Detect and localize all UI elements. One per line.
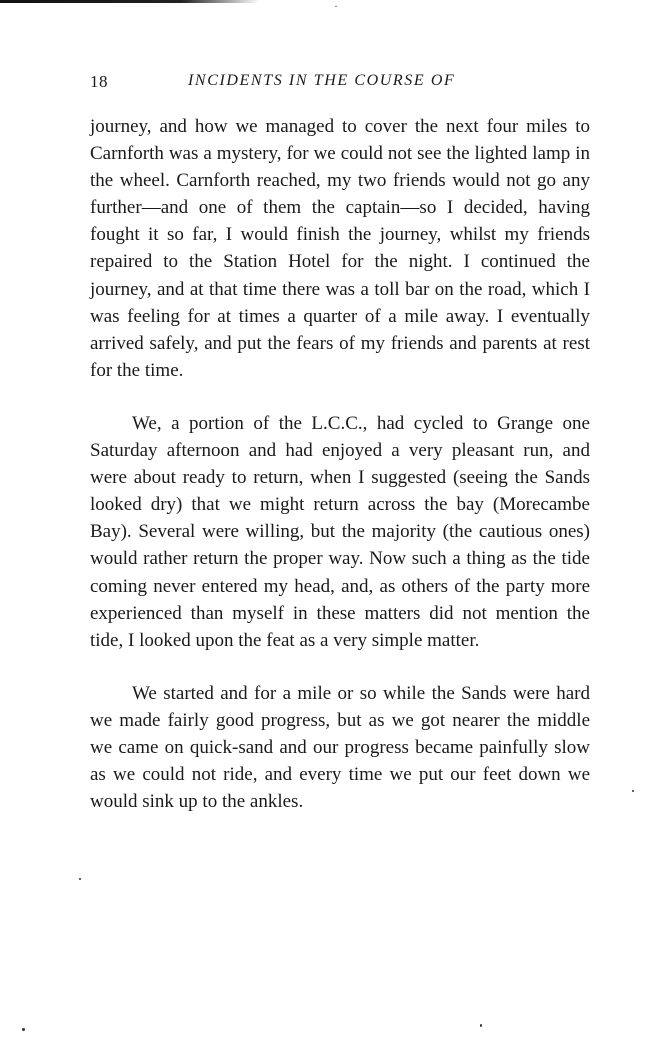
scan-speck	[632, 790, 634, 792]
running-head: INCIDENTS IN THE COURSE OF	[188, 72, 456, 89]
scan-speck	[480, 1024, 482, 1027]
page-number: 18	[90, 72, 108, 91]
scan-edge-mark	[0, 0, 260, 3]
page-header	[90, 72, 590, 94]
scan-speck-mark: ·	[334, 0, 338, 13]
paragraph-2: We, a portion of the L.C.C., had cycled to Grange one Saturday afternoon and had enjoyed a very pleasant run, and were about ready to return, when I suggested (seeing the Sands looked dry) that we might return across the bay (Morecambe Bay). Several were willing, but the majority (the cautious ones) would rather return the proper way. Now such a thing as the tide coming never entered my head, and, as others of the party more experienced than myself in these matters did not mention the tide, I looked upon the feat as a very simple matter.	[90, 412, 590, 651]
scan-speck	[22, 1028, 25, 1031]
scan-speck	[79, 878, 81, 880]
paragraph-3: We started and for a mile or so while the Sands were hard we made fairly good progress, but as we got nearer the middle we came on quick-sand and our progress became painfully slow as we could not ride, and every time we put our feet down we would sink up to the ankles.	[90, 682, 590, 813]
paragraph-1: journey, and how we managed to cover the next four miles to Carnforth was a mystery, for we could not see the lighted lamp in the wheel. Carnforth reached, my two friends would not go any further—and one of them the captain—so I decided, having fought it so far, I would finish the journey, whilst my friends repaired to the Station Hotel for the night. I continued the journey, and at that time there was a toll bar on the road, which I was feeling for at times a quarter of a mile away. I eventually arrived safely, and put the fears of my friends and parents at rest for the time.	[90, 116, 590, 381]
body-text	[90, 113, 590, 815]
